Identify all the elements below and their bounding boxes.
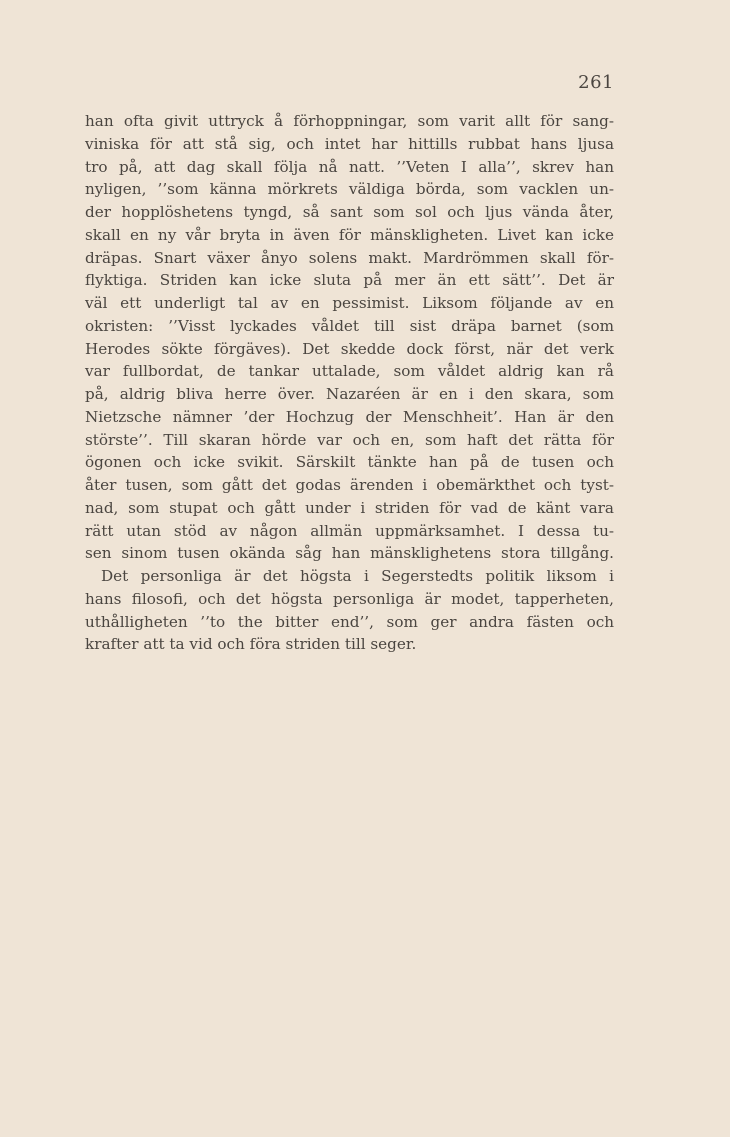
text-line: hans filosofi, och det högsta personliga är modet, tapperheten, [85, 589, 614, 608]
text-line: var fullbordat, de tankar uttalade, som våldet aldrig kan rå [85, 362, 614, 381]
text-line: rätt utan stöd av någon allmän uppmärksamhet. I dessa tu- [85, 521, 614, 540]
paragraph-1 [85, 110, 614, 565]
text-line: tro på, att dag skall följa nå natt. ’’Veten I alla’’, skrev han [85, 157, 614, 176]
text-line: Herodes sökte förgäves). Det skedde dock först, när det verk [85, 339, 614, 358]
text-line: nad, som stupat och gått under i striden för vad de känt vara [85, 498, 614, 517]
text-line: på, aldrig bliva herre över. Nazaréen är en i den skara, som [85, 385, 614, 403]
text-line: viniska för att stå sig, och intet har hittills rubbat hans ljusa [85, 134, 614, 153]
text-line: väl ett underligt tal av en pessimist. Liksom följande av en [85, 294, 614, 312]
page-number: 261 [578, 72, 614, 93]
paragraph-2 [85, 565, 614, 656]
text-line: okristen: ’’Visst lyckades våldet till sist dräpa barnet (som [85, 316, 614, 335]
text-line: Nietzsche nämner ’der Hochzug der Menschheit’. Han är den [85, 407, 614, 426]
text-line: störste’’. Till skaran hörde var och en, som haft det rätta för [85, 430, 614, 449]
text-line: dräpas. Snart växer ånyo solens makt. Mardrömmen skall för- [85, 248, 614, 267]
text-line: flyktiga. Striden kan icke sluta på mer än ett sätt’’. Det är [85, 271, 614, 290]
text-line: sen sinom tusen okända såg han mänsklighetens stora tillgång. [85, 544, 614, 563]
text-line: krafter att ta vid och föra striden till seger. [85, 635, 417, 654]
body-text [85, 110, 614, 656]
text-line: åter tusen, som gått det godas ärenden i obemärkthet och tyst- [85, 476, 614, 494]
text-line: der hopplöshetens tyngd, så sant som sol och ljus vända åter, [85, 203, 614, 221]
text-line: han ofta givit uttryck å förhoppningar, som varit allt för sang- [85, 112, 614, 130]
text-line: nyligen, ’’som känna mörkrets väldiga börda, som vacklen un- [85, 180, 614, 199]
text-line: uthålligheten ’’to the bitter end’’, som ger andra fästen och [85, 612, 614, 631]
text-line: ögonen och icke svikit. Särskilt tänkte han på de tusen och [85, 453, 614, 472]
text-line: skall en ny vår bryta in även för mänskligheten. Livet kan icke [85, 225, 614, 244]
text-line: Det personliga är det högsta i Segerstedts politik liksom i [101, 567, 614, 585]
